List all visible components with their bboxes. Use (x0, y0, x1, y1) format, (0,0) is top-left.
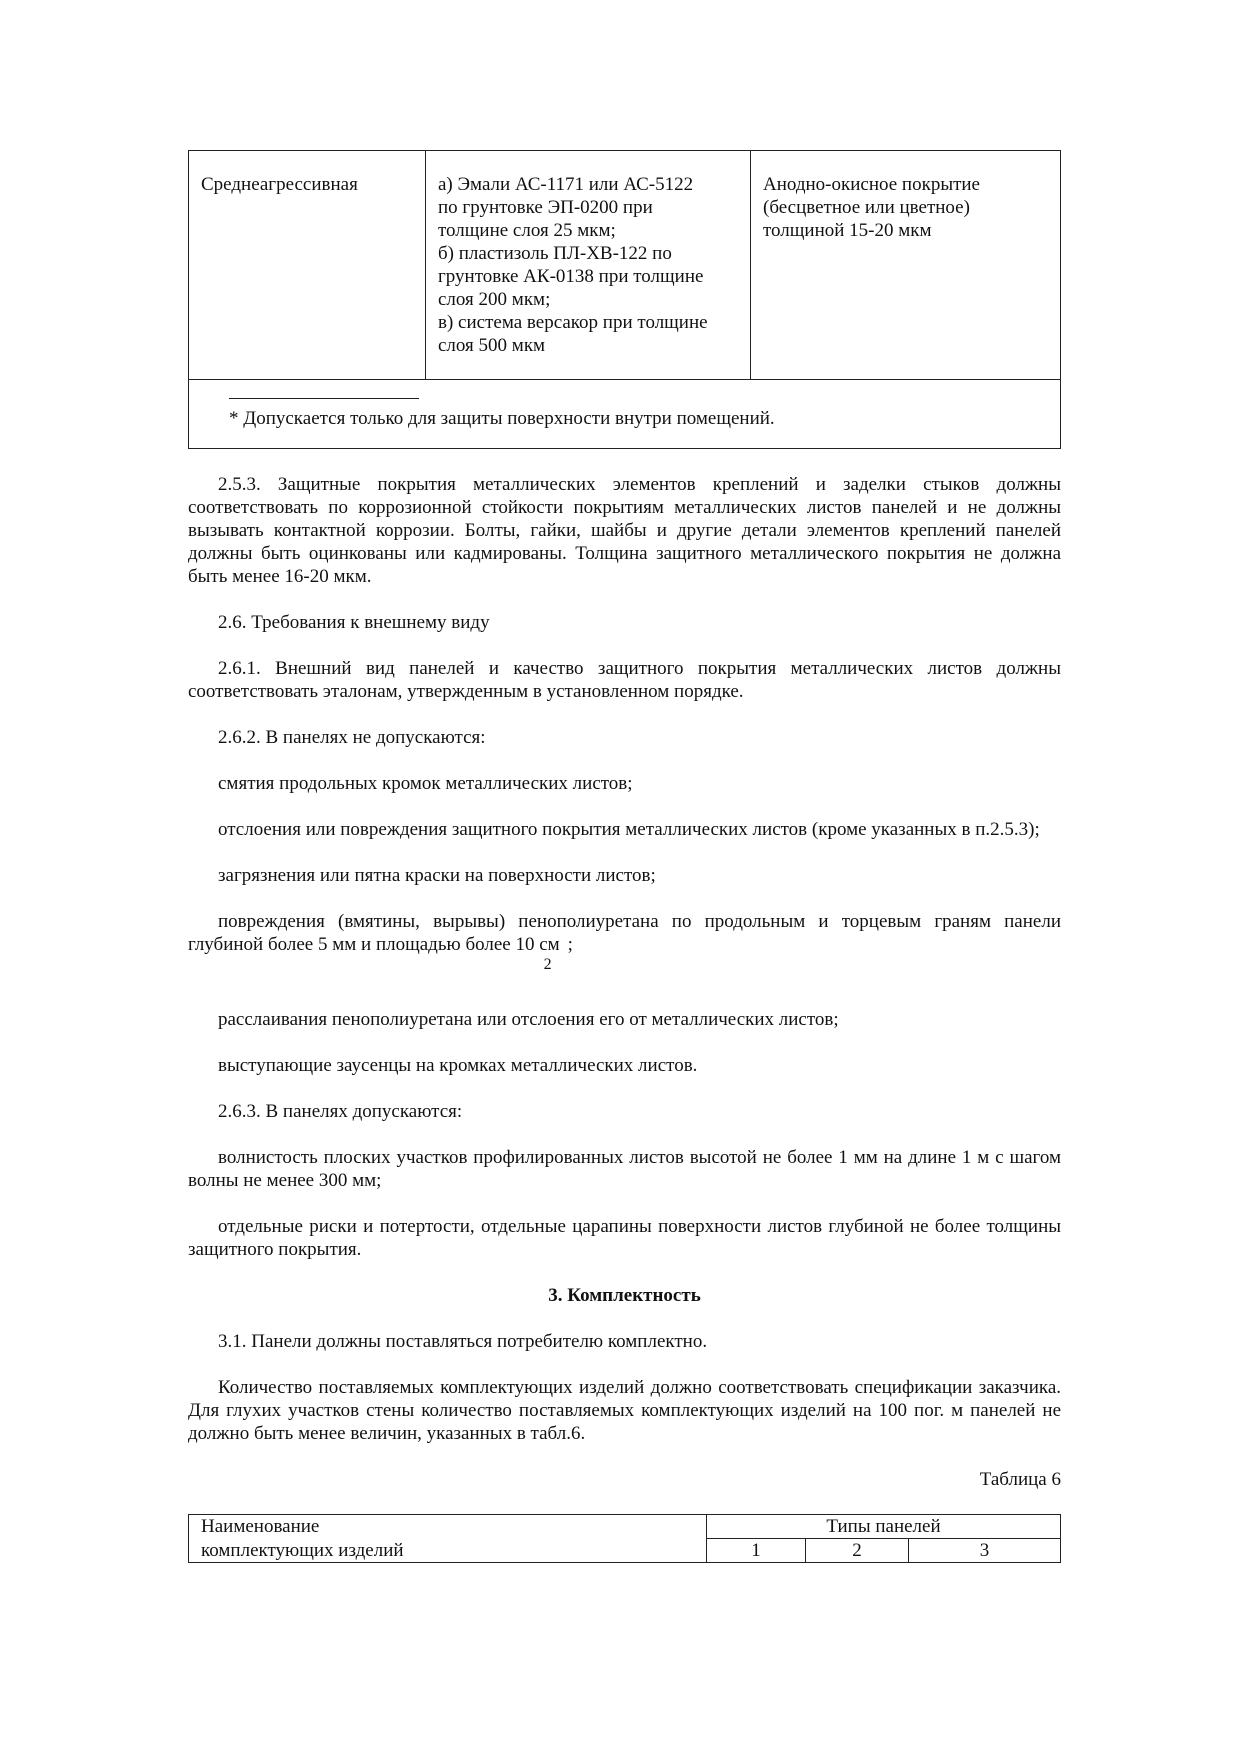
table-caption: Таблица 6 (979, 1468, 1061, 1490)
heading-2-6: 2.6. Требования к внешнему виду (218, 612, 490, 633)
list-item (188, 910, 1061, 973)
list-item: отслоения или повреждения защитного покрытия металлических листов (кроме указанных в п.2.5.3); (218, 819, 1040, 840)
list-item: выступающие заусенцы на кромках металлических листов. (218, 1054, 698, 1076)
paragraph-2-6-1: 2.6.1. Внешний вид панелей и качество защитного покрытия металлических листов должны соответствовать эталонам, утвержденным в установленном порядке. (188, 658, 1061, 702)
paragraph-2-6-3: 2.6.3. В панелях допускаются: (218, 1100, 463, 1122)
document-page (188, 150, 1061, 1563)
footnote-cell (189, 380, 1061, 449)
table-header-cell: 2 (806, 1538, 909, 1562)
footnote-rule (229, 398, 419, 399)
paragraph-3-1-quantity: Количество поставляемых комплектующих изделий должно соответствовать спецификации заказчика. Для глухих участков стены количество поставляемых комплектующих изделий на 100 пог. м панелей не должно быть менее величин, указанных в табл.6. (188, 1376, 1061, 1444)
section-heading: 3. Комплектность (548, 1284, 701, 1306)
table-cell (189, 151, 426, 380)
table-row (189, 1538, 1061, 1562)
text-line: слоя 200 мкм; (438, 289, 551, 310)
table-header-cell: Наименование (189, 1514, 707, 1538)
list-item: загрязнения или пятна краски на поверхности листов; (218, 865, 656, 886)
item-text: повреждения (вмятины, вырывы) пенополиуретана по продольным и торцевым граням панели глубиной более 5 мм и площадью более 10 см (188, 911, 1061, 955)
footnote: * Допускается только для защиты поверхности внутри помещений. (229, 408, 775, 429)
coating-options (426, 151, 750, 379)
text-line: в) система версакор при толщине (438, 312, 708, 333)
paragraph-2-6-2: 2.6.2. В панелях не допускаются: (218, 727, 486, 748)
table-row (189, 1514, 1061, 1538)
exponent: 2 (543, 955, 552, 973)
table-row (189, 380, 1061, 449)
aggressiveness-label: Среднеагрессивная (201, 174, 358, 195)
paragraph-3-1: 3.1. Панели должны поставляться потребителю комплектно. (218, 1330, 708, 1352)
table-cell (426, 151, 751, 380)
text-line: по грунтовке ЭП-0200 при (438, 197, 653, 218)
text-line: грунтовке АК-0138 при толщине (438, 266, 704, 287)
text-line: толщине слоя 25 мкм; (438, 220, 616, 241)
table-header-cell: 3 (909, 1538, 1061, 1562)
table-cell (751, 151, 1061, 380)
text-line: а) Эмали АС-1171 или АС-5122 (438, 174, 694, 195)
item-end: ; (567, 934, 573, 955)
list-item: волнистость плоских участков профилированных листов высотой не более 1 мм на длине 1 м с шагом волны не менее 300 мм; (188, 1146, 1061, 1191)
paragraph-2-5-3: 2.5.3. Защитные покрытия металлических элементов креплений и заделки стыков должны соответствовать по коррозионной стойкости покрытиям металлических листов панелей и не должны вызывать контактной коррозии. Болты, гайки, шайбы и другие детали элементов креплений панелей должны быть оцинкованы или кадмированы. Толщина защитного металлического покрытия не должна быть менее 16-20 мкм. (188, 474, 1061, 587)
text-line: б) пластизоль ПЛ-ХВ-122 по (438, 243, 672, 264)
list-item: расслаивания пенополиуретана или отслоения его от металлических листов; (218, 1008, 839, 1030)
table-6 (188, 1514, 1061, 1563)
text-line: Анодно-окисное покрытие (763, 174, 980, 195)
table-header-cell: Типы панелей (707, 1514, 1061, 1538)
anodic-coating (751, 151, 1060, 264)
text-line: толщиной 15-20 мкм (763, 220, 932, 241)
table-row (189, 151, 1061, 380)
list-item: смятия продольных кромок металлических листов; (218, 773, 633, 794)
coatings-table (188, 150, 1061, 449)
table-header-cell: комплектующих изделий (189, 1538, 707, 1562)
text-line: слоя 500 мкм (438, 335, 546, 356)
table-header-cell: 1 (707, 1538, 806, 1562)
list-item: отдельные риски и потертости, отдельные царапины поверхности листов глубиной не более толщины защитного покрытия. (188, 1215, 1061, 1260)
text-line: (бесцветное или цветное) (763, 197, 970, 218)
